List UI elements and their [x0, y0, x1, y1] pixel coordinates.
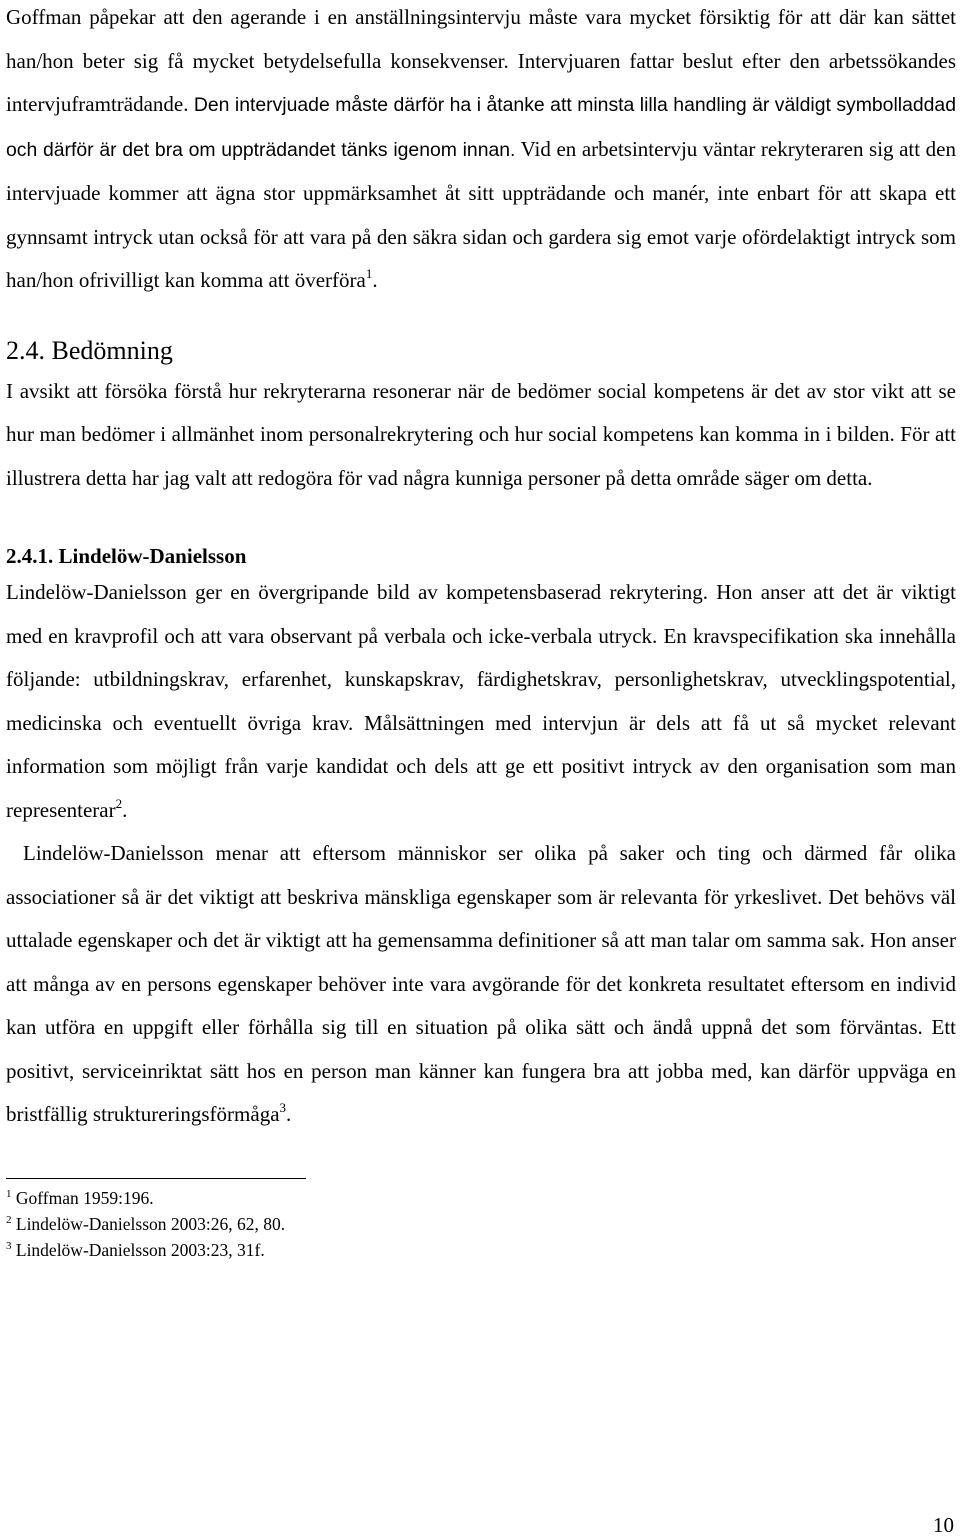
subsection-heading: 2.4.1. Lindelöw-Danielsson [6, 544, 247, 568]
footnote-text: Lindelöw-Danielsson 2003:23, 31f. [11, 1239, 265, 1260]
footnote-ref[interactable]: 2 [115, 795, 123, 811]
paragraph-lindelow-2 [6, 832, 956, 1137]
paragraph-end: . [286, 1102, 292, 1126]
footnote [6, 1185, 956, 1211]
footnote-ref[interactable]: 3 [279, 1100, 287, 1115]
footnote-number: 1 [6, 1187, 12, 1200]
footnotes [6, 1185, 956, 1263]
footnote-number: 2 [6, 1213, 12, 1226]
footnote-separator [6, 1178, 306, 1179]
paragraph-text: Lindelöw-Danielsson menar att eftersom människor ser olika på saker och ting och därmed får olika associationer så är det viktigt att beskriva mänskliga egenskaper som är relevanta för yrkeslivet. Det behövs väl uttalade egenskaper och det är viktigt att ha gemensamma definitioner så att man talar om samma sak. Hon anser att många av en persons egenskaper behöver inte vara avgörande för det konkreta resultatet eftersom en individ kan utföra en uppgift eller förhålla sig till en situation på olika sätt och ändå uppnå det som förväntas. Ett positivt, serviceinriktat sätt hos en person man känner kan fungera bra att jobba med, kan därför uppväga en bristfällig struktureringsförmåga [6, 841, 956, 1126]
page-number: 10 [933, 1513, 954, 1537]
document-page [6, 0, 956, 1263]
footnote-ref[interactable]: 1 [365, 266, 373, 281]
footnote-text: Goffman 1959:196. [11, 1187, 154, 1208]
paragraph-bedomning: I avsikt att försöka förstå hur rekryterarna resonerar när de bedömer social kompetens är det av stor vikt att se hur man bedömer i allmänhet inom personalrekrytering och hur social kompetens kan komma in i bilden. För att illustrera detta har jag valt att redogöra för vad några kunniga personer på detta område säger om detta. [6, 378, 956, 490]
footnote [6, 1211, 956, 1237]
paragraph-text: Goffman påpekar att den agerande i en anställningsintervju måste vara mycket försiktig för att där kan sättet han/hon beter sig få mycket betydelsefulla konsekvenser. Intervjuaren fattar beslut efter den arbetssökandes intervjuframträdande. [6, 5, 956, 116]
footnote-number: 3 [6, 1239, 12, 1252]
footnote [6, 1237, 956, 1263]
footnote-text: Lindelöw-Danielsson 2003:26, 62, 80. [11, 1213, 286, 1234]
paragraph-text: Lindelöw-Danielsson ger en övergripande bild av kompetensbaserad rekrytering. Hon anser att det är viktigt med en kravprofil och att vara observant på verbala och icke-verbala utryck. En kravspecifikation ska innehålla följande: utbildningskrav, erfarenhet, kunskapskrav, färdighetskrav, personlighetskrav, utvecklingspotential, medicinska och eventuellt övriga krav. Målsättningen med intervjun är dels att få ut så mycket relevant information som möjligt från varje kandidat och dels att ge ett positivt intryck av den organisation som man representerar [6, 580, 956, 822]
paragraph-text-sans: Den intervjuade måste därför ha i åtanke att minsta lilla handling är väldigt symbolladdad och därför är det bra om uppträdandet tänks igenom innan. [6, 94, 956, 161]
paragraph-end: . [372, 268, 378, 292]
paragraph-lindelow-1 [6, 571, 956, 832]
section-heading: 2.4. Bedömning [6, 335, 173, 365]
paragraph-goffman [6, 0, 956, 303]
paragraph-text: Vid en arbetsintervju väntar rekryteraren sig att den intervjuade kommer att ägna stor uppmärksamhet åt sitt uppträdande och manér, inte enbart för att skapa ett gynnsamt intryck utan också för att vara på den säkra sidan och gardera sig emot varje ofördelaktigt intryck som han/hon ofrivilligt kan komma att överföra [6, 136, 956, 292]
paragraph-end: . [122, 797, 128, 822]
